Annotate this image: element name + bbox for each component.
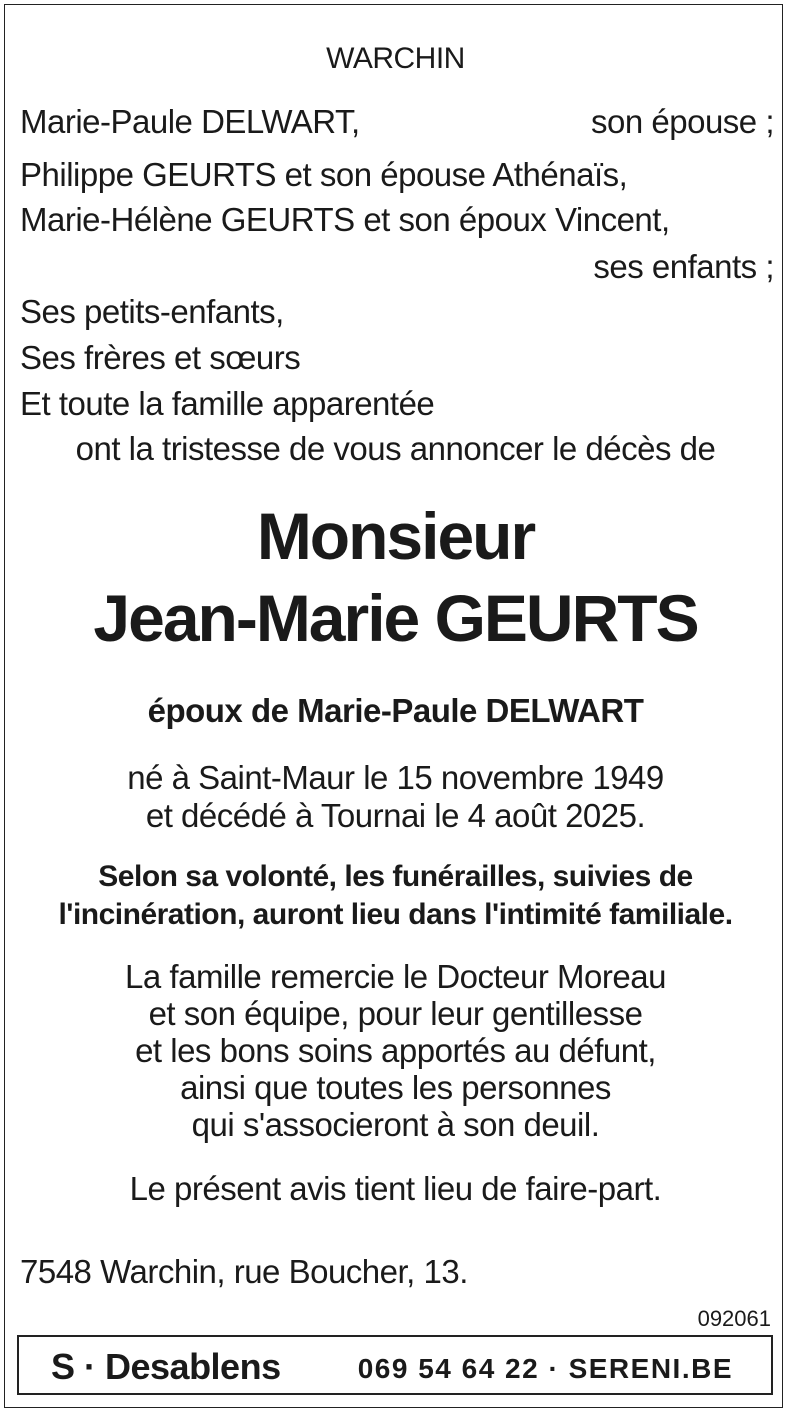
spouse-name: Marie-Paule DELWART, bbox=[20, 103, 360, 140]
reference-number: 092061 bbox=[697, 1306, 771, 1331]
birth-line: né à Saint-Maur le 15 novembre 1949 bbox=[127, 759, 664, 796]
contact-info: 069 54 64 22 · SERENI.BE bbox=[357, 1353, 733, 1384]
faire-part-line: Le présent avis tient lieu de faire-part. bbox=[129, 1170, 662, 1207]
thanks-line: qui s'associeront à son deuil. bbox=[191, 1106, 600, 1143]
thanks-line: et les bons soins apportés au défunt, bbox=[135, 1032, 656, 1069]
funeral-line: l'incinération, auront lieu dans l'intimité familiale. bbox=[58, 898, 733, 931]
deceased-title: Monsieur bbox=[256, 499, 535, 573]
deceased-spouse-line: époux de Marie-Paule DELWART bbox=[147, 692, 644, 729]
relatives-line: Ses frères et sœurs bbox=[20, 339, 301, 376]
deceased-name: Jean-Marie GEURTS bbox=[93, 581, 698, 655]
spouse-role: son épouse ; bbox=[591, 103, 774, 140]
funeral-line: Selon sa volonté, les funérailles, suivies de bbox=[98, 860, 693, 893]
footer-banner bbox=[17, 1335, 773, 1395]
death-line: et décédé à Tournai le 4 août 2025. bbox=[145, 797, 646, 834]
address: 7548 Warchin, rue Boucher, 13. bbox=[20, 1253, 468, 1290]
child-line: Philippe GEURTS et son épouse Athénaïs, bbox=[20, 156, 628, 193]
relatives-line: Et toute la famille apparentée bbox=[20, 385, 435, 422]
thanks-line: La famille remercie le Docteur Moreau bbox=[125, 958, 666, 995]
funeral-home-brand: S · Desablens bbox=[51, 1346, 281, 1387]
announcement: ont la tristesse de vous annoncer le décès de bbox=[75, 430, 716, 467]
relatives-line: Ses petits-enfants, bbox=[20, 293, 284, 330]
children-role: ses enfants ; bbox=[593, 248, 774, 285]
thanks-line: et son équipe, pour leur gentillesse bbox=[148, 995, 643, 1032]
child-line: Marie-Hélène GEURTS et son époux Vincent, bbox=[20, 201, 670, 238]
thanks-line: ainsi que toutes les personnes bbox=[180, 1069, 611, 1106]
place-heading: WARCHIN bbox=[326, 42, 465, 75]
